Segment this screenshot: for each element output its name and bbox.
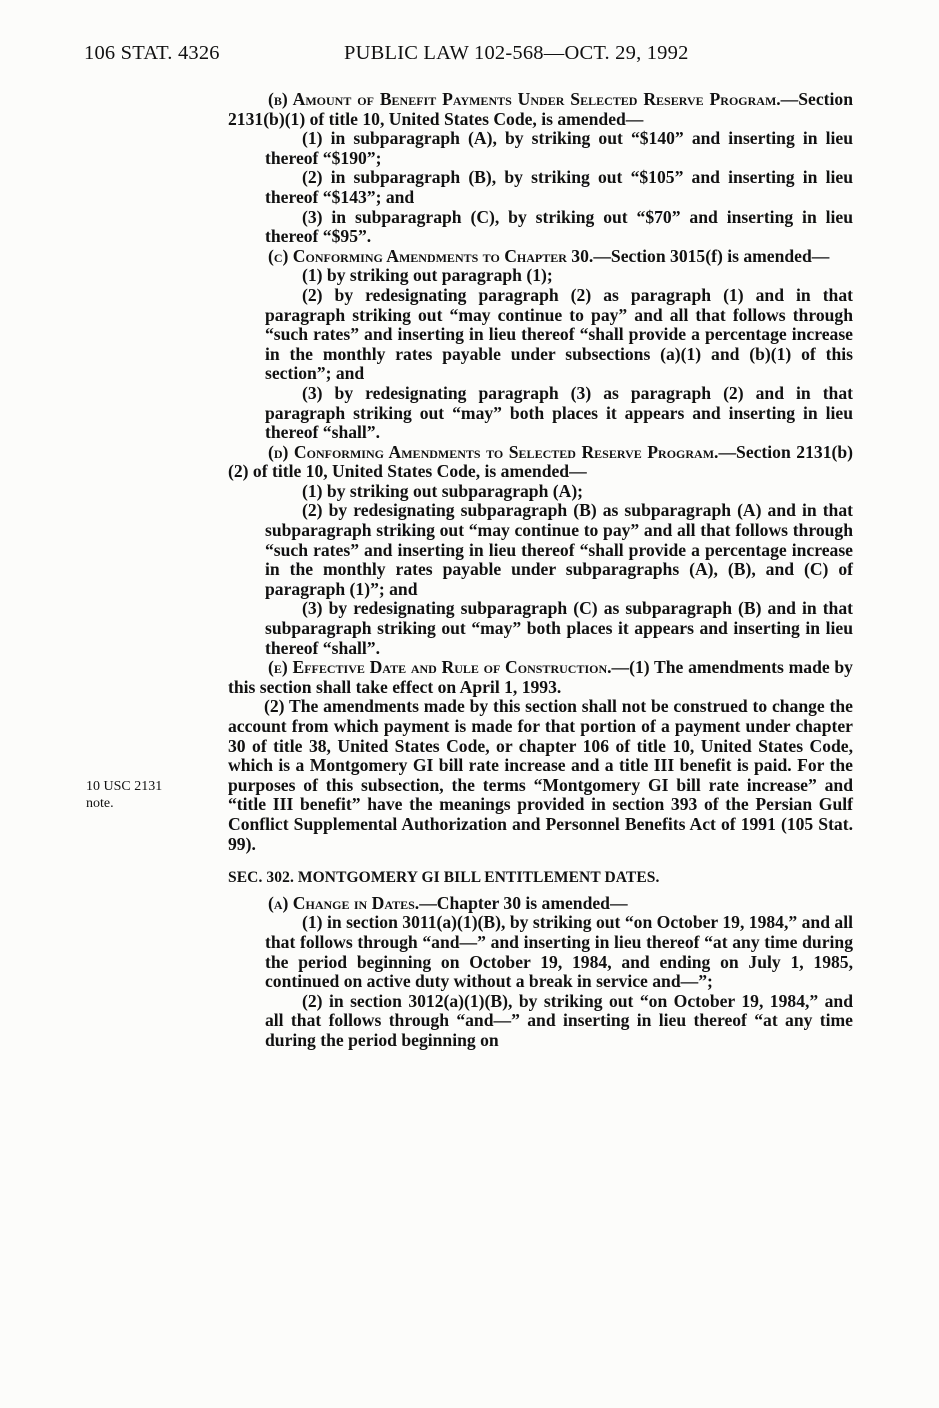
subsection-c-heading: (c) Conforming Amendments to Chapter 30. bbox=[268, 245, 594, 266]
margin-note-citation: 10 USC 2131 bbox=[86, 779, 163, 794]
margin-note bbox=[86, 778, 162, 812]
paragraph-c3: (3) by redesignating paragraph (3) as paragraph (2) and in that paragraph striking out “may” both places it appears and inserting in lieu thereof “shall”. bbox=[265, 382, 853, 443]
paragraph-b3: (3) in subparagraph (C), by striking out “$70” and inserting in lieu thereof “$95”. bbox=[265, 206, 853, 247]
subsection-c bbox=[228, 247, 853, 267]
subsection-d-heading: (d) Conforming Amendments to Selected Reserve Program. bbox=[268, 441, 719, 462]
paragraph-b2: (2) in subparagraph (B), by striking out “$105” and inserting in lieu thereof “$143”; and bbox=[265, 167, 853, 207]
public-law-title: PUBLIC LAW 102-568—OCT. 29, 1992 bbox=[344, 42, 689, 64]
paragraph-d1: (1) by striking out subparagraph (A); bbox=[302, 480, 584, 501]
subsection-e bbox=[228, 658, 853, 697]
paragraph-302a2: (2) in section 3012(a)(1)(B), by striking out “on October 19, 1984,” and all that follows through “and—” and inserting in lieu thereof “at any time during the period beginning on bbox=[265, 990, 853, 1050]
stat-page-number: 106 STAT. 4326 bbox=[84, 42, 220, 64]
document-body bbox=[228, 90, 853, 1051]
paragraph-c2: (2) by redesignating paragraph (2) as paragraph (1) and in that paragraph striking out “may continue to pay” and all that follows through “such rates” and inserting in lieu thereof “shall provide a percentage increase in the monthly rates payable under subsections (a)(1) and (b)(1) of this section”; and bbox=[265, 284, 853, 384]
subsection-d bbox=[228, 443, 853, 482]
paragraph-c1: (1) by striking out paragraph (1); bbox=[302, 265, 553, 286]
margin-note-label: note. bbox=[86, 796, 114, 811]
paragraph-b1: (1) in subparagraph (A), by striking out “$140” and inserting in lieu thereof “$190”; bbox=[265, 128, 853, 168]
subsection-d-text: —Section 2131(b)(2) of title 10, United States Code, is amended— bbox=[228, 441, 853, 482]
paragraph-e2: (2) The amendments made by this section shall not be construed to change the account from which payment is made for that portion of a payment under chapter 30 of title 38, United States Code, or chapter 106 of title 10, United States Code, which is a Montgomery GI bill rate increase and a title III benefit is paid. For the purposes of this subsection, the terms “Montgomery GI bill rate increase” and “title III benefit” have the meanings provided in section 393 of the Persian Gulf Conflict Supplemental Authorization and Personnel Benefits Act of 1991 (105 Stat. 99). bbox=[228, 696, 853, 854]
subsection-b bbox=[228, 90, 853, 129]
paragraph-d3: (3) by redesignating subparagraph (C) as subparagraph (B) and in that subparagraph striking out “may” both places it appears and inserting in lieu thereof “shall”. bbox=[265, 598, 853, 658]
subsection-c-text: —Section 3015(f) is amended— bbox=[593, 245, 830, 266]
subsection-302a bbox=[228, 894, 853, 914]
subsection-b-text: —Section 2131(b)(1) of title 10, United States Code, is amended— bbox=[228, 89, 853, 129]
subsection-e-text: —(1) The amendments made by this section shall take effect on April 1, 1993. bbox=[228, 657, 853, 697]
paragraph-d2: (2) by redesignating subparagraph (B) as subparagraph (A) and in that subparagraph striking out “may continue to pay” and all that follows through “such rates” and inserting in lieu thereof “shall provide a percentage increase in the monthly rates payable under subparagraphs (A), (B), and (C) of paragraph (1)”; and bbox=[265, 500, 853, 599]
subsection-302a-text: —Chapter 30 is amended— bbox=[419, 892, 628, 913]
subsection-b-heading: (b) Amount of Benefit Payments Under Selected Reserve Program. bbox=[268, 89, 781, 109]
section-302-heading: SEC. 302. MONTGOMERY GI BILL ENTITLEMENT DATES. bbox=[228, 869, 660, 887]
paragraph-302a1: (1) in section 3011(a)(1)(B), by striking out “on October 19, 1984,” and all that follows through “and—” and inserting in lieu thereof “at any time during the period beginning on October 19, 1984, and ending on July 1, 1985, continued on active duty without a break in service and—”; bbox=[265, 912, 853, 992]
subsection-302a-heading: (a) Change in Dates. bbox=[268, 892, 420, 913]
subsection-e-heading: (e) Effective Date and Rule of Construction. bbox=[268, 657, 612, 678]
